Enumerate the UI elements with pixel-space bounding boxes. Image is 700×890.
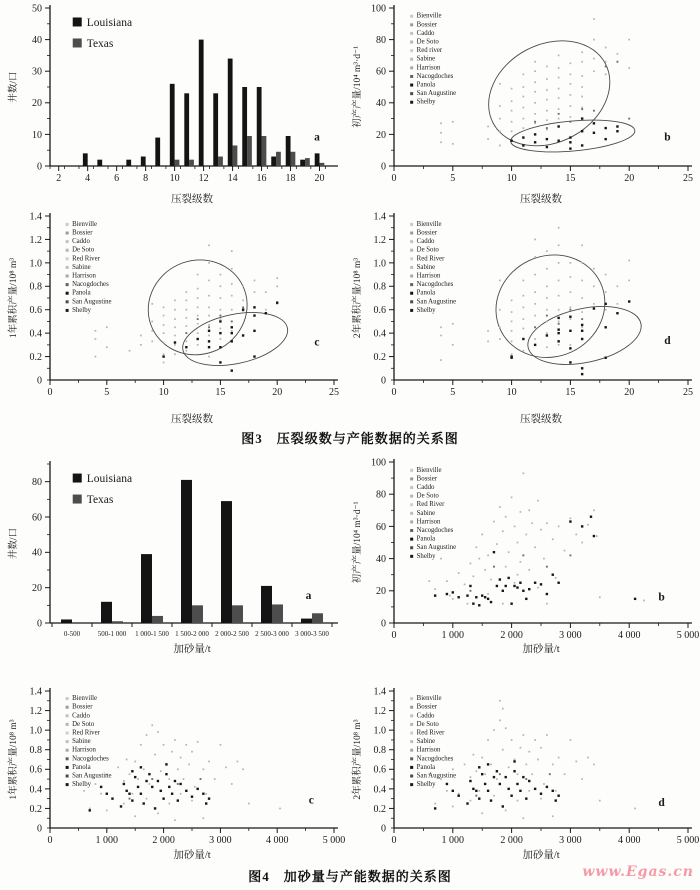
svg-text:San Augustine: San Augustine (72, 298, 112, 306)
svg-text:0.8: 0.8 (373, 745, 386, 757)
svg-text:1年累积产量/10⁸ m³: 1年累积产量/10⁸ m³ (9, 257, 19, 339)
svg-text:Shelby: Shelby (72, 781, 92, 789)
svg-text:Red River: Red River (72, 255, 100, 263)
svg-text:1.4: 1.4 (29, 211, 42, 223)
fig3-panel-d (348, 208, 700, 426)
svg-text:2 000-2 500: 2 000-2 500 (215, 630, 249, 638)
svg-text:80: 80 (376, 489, 386, 501)
svg-text:100: 100 (371, 3, 386, 15)
svg-text:b: b (658, 591, 665, 604)
svg-text:5 000: 5 000 (676, 835, 700, 846)
svg-text:Caddo: Caddo (416, 484, 435, 492)
svg-text:4: 4 (85, 173, 91, 184)
svg-text:De Soto: De Soto (72, 246, 95, 254)
svg-text:Bienville: Bienville (416, 220, 442, 228)
svg-text:10: 10 (506, 387, 517, 398)
svg-text:1.4: 1.4 (373, 686, 386, 698)
svg-text:25: 25 (683, 387, 693, 398)
svg-text:Sabine: Sabine (416, 738, 436, 746)
svg-text:4 000: 4 000 (265, 835, 289, 846)
svg-text:Red River: Red River (416, 255, 445, 263)
fig3-panel-d-chart (348, 208, 700, 426)
figure3-caption (0, 428, 700, 447)
figure4-caption-number: 图4 (248, 869, 270, 884)
svg-text:80: 80 (32, 477, 42, 489)
svg-text:Bossier: Bossier (416, 703, 438, 711)
svg-text:2 000: 2 000 (500, 630, 523, 641)
svg-text:De Soto: De Soto (416, 38, 439, 46)
svg-text:12: 12 (198, 173, 209, 184)
svg-text:10: 10 (32, 129, 42, 141)
svg-text:1.2: 1.2 (29, 234, 42, 246)
svg-text:20: 20 (272, 387, 283, 398)
svg-text:压裂级数: 压裂级数 (520, 414, 562, 425)
svg-text:0: 0 (37, 823, 42, 835)
svg-text:Harrison: Harrison (72, 746, 96, 754)
svg-text:Caddo: Caddo (72, 238, 90, 246)
svg-text:0: 0 (391, 630, 397, 641)
svg-text:Texas: Texas (86, 494, 114, 507)
svg-text:30: 30 (32, 66, 42, 78)
svg-text:Panola: Panola (416, 763, 436, 771)
svg-text:Caddo: Caddo (416, 29, 435, 37)
svg-text:14: 14 (227, 173, 238, 184)
svg-text:0: 0 (391, 173, 397, 184)
svg-text:1.2: 1.2 (29, 705, 42, 717)
svg-text:a: a (305, 590, 312, 603)
svg-text:Sabine: Sabine (72, 263, 91, 271)
svg-text:Bossier: Bossier (416, 475, 438, 483)
svg-text:1.2: 1.2 (373, 705, 386, 717)
svg-text:b: b (664, 131, 671, 144)
fig4-panel-d (348, 656, 700, 862)
svg-text:0.4: 0.4 (29, 328, 42, 340)
svg-text:Nacogdoches: Nacogdoches (72, 755, 109, 763)
svg-text:Nacogdoches: Nacogdoches (416, 72, 454, 80)
fig4-panel-c-chart (0, 656, 346, 862)
fig3-panel-b (348, 0, 700, 206)
svg-text:3 000-3 500: 3 000-3 500 (295, 630, 329, 638)
svg-text:San Augustine: San Augustine (416, 772, 457, 780)
svg-text:Shelby: Shelby (72, 306, 92, 314)
svg-text:2年累积产量/10⁸ m³: 2年累积产量/10⁸ m³ (353, 257, 363, 339)
svg-text:40: 40 (32, 547, 42, 559)
svg-text:加砂量/t: 加砂量/t (173, 644, 211, 655)
svg-text:Nacogdoches: Nacogdoches (416, 755, 454, 763)
svg-text:1 000: 1 000 (95, 835, 119, 846)
svg-text:8: 8 (143, 173, 149, 184)
svg-text:压裂级数: 压裂级数 (171, 414, 213, 425)
svg-text:4 000: 4 000 (617, 630, 641, 641)
svg-text:40: 40 (376, 554, 386, 565)
svg-text:15: 15 (215, 387, 226, 398)
svg-text:20: 20 (32, 98, 42, 110)
svg-text:c: c (314, 336, 320, 349)
svg-text:Red River: Red River (416, 501, 445, 509)
svg-text:De Soto: De Soto (72, 720, 95, 728)
svg-text:20: 20 (624, 173, 635, 184)
svg-text:Harrison: Harrison (72, 272, 96, 280)
svg-text:0.2: 0.2 (373, 351, 386, 363)
svg-text:Red river: Red river (416, 47, 443, 55)
svg-text:1.0: 1.0 (29, 258, 42, 270)
svg-text:0: 0 (37, 618, 42, 630)
svg-text:Bienville: Bienville (72, 220, 98, 228)
svg-text:18: 18 (285, 173, 296, 184)
svg-text:Caddo: Caddo (416, 712, 435, 720)
svg-text:20: 20 (376, 129, 386, 141)
svg-text:Harrison: Harrison (416, 746, 441, 754)
svg-text:Panola: Panola (416, 535, 436, 543)
svg-text:2 000: 2 000 (152, 835, 175, 846)
svg-text:Sabine: Sabine (416, 263, 436, 271)
svg-text:10: 10 (506, 173, 517, 184)
svg-text:100: 100 (371, 457, 386, 469)
svg-text:6: 6 (114, 173, 120, 184)
svg-text:Louisiana: Louisiana (86, 473, 133, 486)
svg-text:1.2: 1.2 (373, 234, 386, 246)
svg-text:Panola: Panola (416, 289, 436, 297)
fig4-panel-a-chart (0, 452, 346, 656)
svg-text:0: 0 (37, 161, 42, 173)
fig4-panel-d-chart (348, 656, 700, 862)
svg-text:2 000: 2 000 (500, 835, 523, 846)
svg-text:0.4: 0.4 (373, 784, 386, 796)
svg-text:初产产量/10⁴ m³·d⁻¹: 初产产量/10⁴ m³·d⁻¹ (353, 501, 363, 584)
svg-text:c: c (308, 794, 314, 807)
svg-text:0.6: 0.6 (29, 764, 42, 776)
svg-text:25: 25 (329, 387, 339, 398)
svg-text:1.4: 1.4 (373, 211, 386, 223)
svg-text:0.6: 0.6 (373, 764, 386, 776)
svg-text:De Soto: De Soto (416, 492, 439, 500)
svg-text:Red River: Red River (72, 729, 100, 737)
svg-text:Panola: Panola (416, 81, 436, 89)
fig3-panel-c-chart (0, 208, 346, 426)
figure4-caption-text: 加砂量与产能数据的关系图 (283, 869, 452, 884)
svg-text:5: 5 (450, 173, 456, 184)
svg-text:80: 80 (376, 35, 386, 46)
svg-text:60: 60 (32, 512, 42, 524)
svg-text:1.0: 1.0 (373, 258, 386, 270)
svg-text:0: 0 (381, 161, 386, 173)
svg-text:2: 2 (56, 173, 62, 184)
svg-text:初产产量/10⁴ m³·d⁻¹: 初产产量/10⁴ m³·d⁻¹ (353, 46, 363, 128)
svg-text:0.6: 0.6 (373, 305, 386, 317)
svg-text:Caddo: Caddo (416, 238, 435, 246)
svg-text:0: 0 (47, 835, 53, 846)
svg-text:50: 50 (32, 3, 42, 15)
svg-text:Nacogdoches: Nacogdoches (72, 281, 109, 289)
svg-text:0: 0 (391, 835, 397, 846)
svg-text:0.4: 0.4 (29, 784, 42, 796)
svg-text:Harrison: Harrison (416, 64, 441, 72)
svg-text:1 000: 1 000 (441, 835, 465, 846)
svg-text:Shelby: Shelby (416, 98, 436, 106)
svg-text:10: 10 (169, 173, 180, 184)
svg-text:Harrison: Harrison (416, 272, 441, 280)
svg-text:Shelby: Shelby (416, 781, 436, 789)
svg-text:15: 15 (565, 387, 576, 398)
svg-text:1 000-1 500: 1 000-1 500 (135, 630, 169, 638)
svg-text:0.4: 0.4 (373, 328, 386, 340)
svg-text:5 000: 5 000 (676, 630, 700, 641)
svg-text:Bienville: Bienville (416, 12, 442, 20)
svg-text:Bienville: Bienville (416, 466, 442, 474)
svg-text:0.8: 0.8 (373, 281, 386, 293)
svg-text:3 000: 3 000 (559, 835, 582, 846)
svg-text:压裂级数: 压裂级数 (171, 194, 213, 205)
svg-text:San Augustine: San Augustine (416, 90, 457, 98)
svg-text:San Augustine: San Augustine (416, 298, 457, 306)
svg-text:3 000: 3 000 (209, 835, 232, 846)
svg-text:Louisiana: Louisiana (86, 16, 133, 29)
svg-text:20: 20 (376, 586, 386, 598)
svg-text:0: 0 (381, 823, 386, 835)
svg-text:1.4: 1.4 (29, 686, 42, 698)
svg-text:20: 20 (32, 583, 42, 595)
fig3-panel-c (0, 208, 346, 426)
svg-text:0: 0 (37, 375, 42, 387)
svg-text:10: 10 (158, 387, 169, 398)
figure3-caption-number: 图3 (241, 431, 263, 446)
svg-text:4 000: 4 000 (617, 835, 641, 846)
svg-text:0: 0 (47, 387, 53, 398)
svg-text:16: 16 (256, 173, 267, 184)
svg-text:25: 25 (683, 173, 693, 184)
svg-text:1.0: 1.0 (373, 725, 386, 737)
svg-text:De Soto: De Soto (416, 720, 439, 728)
svg-text:1年累积产量/10⁸ m³: 1年累积产量/10⁸ m³ (9, 719, 19, 800)
svg-text:Bossier: Bossier (416, 21, 438, 29)
svg-text:5 000: 5 000 (322, 835, 346, 846)
svg-text:Sabine: Sabine (416, 509, 436, 517)
svg-text:3 000: 3 000 (559, 630, 582, 641)
svg-text:Sabine: Sabine (72, 738, 91, 746)
svg-text:Bienville: Bienville (416, 695, 442, 703)
svg-text:60: 60 (376, 521, 386, 533)
svg-text:0.8: 0.8 (29, 281, 42, 293)
svg-text:0: 0 (381, 618, 386, 630)
figure3-caption-text: 压裂级数与产能数据的关系图 (276, 431, 459, 446)
fig3-panel-a (0, 0, 346, 206)
svg-text:1 000: 1 000 (441, 630, 465, 641)
svg-text:Shelby: Shelby (416, 552, 436, 560)
svg-text:井数/口: 井数/口 (9, 527, 19, 560)
fig4-panel-a (0, 452, 346, 656)
svg-text:60: 60 (376, 66, 386, 78)
fig4-panel-b (348, 452, 700, 656)
svg-text:De Soto: De Soto (416, 246, 439, 254)
svg-text:Shelby: Shelby (416, 306, 436, 314)
svg-text:0: 0 (391, 387, 397, 398)
svg-text:加砂量/t: 加砂量/t (522, 850, 560, 861)
svg-text:Panola: Panola (72, 763, 91, 771)
svg-text:15: 15 (565, 173, 576, 184)
svg-text:0.8: 0.8 (29, 745, 42, 757)
svg-text:Nacogdoches: Nacogdoches (416, 281, 454, 289)
svg-text:Sabine: Sabine (416, 55, 436, 63)
svg-text:d: d (664, 334, 671, 347)
svg-text:Panola: Panola (72, 289, 91, 297)
svg-text:5: 5 (450, 387, 456, 398)
svg-text:2 500-3 000: 2 500-3 000 (255, 630, 289, 638)
svg-text:d: d (658, 797, 665, 810)
svg-text:压裂级数: 压裂级数 (520, 194, 562, 205)
svg-text:加砂量/t: 加砂量/t (522, 644, 560, 655)
svg-text:0.2: 0.2 (29, 351, 42, 363)
svg-text:Bossier: Bossier (72, 229, 93, 237)
fig3-panel-a-chart (0, 0, 346, 206)
fig4-panel-b-chart (348, 452, 700, 656)
svg-text:1 500-2 000: 1 500-2 000 (175, 630, 209, 638)
svg-text:San Augustine: San Augustine (72, 772, 112, 780)
svg-text:1.0: 1.0 (29, 725, 42, 737)
svg-text:Red River: Red River (416, 729, 445, 737)
svg-text:Bossier: Bossier (72, 703, 93, 711)
svg-text:0.2: 0.2 (29, 803, 42, 815)
svg-text:a: a (314, 131, 320, 144)
svg-text:2年累积产量/10⁸ m³: 2年累积产量/10⁸ m³ (353, 719, 363, 800)
svg-text:井数/口: 井数/口 (9, 71, 19, 103)
svg-text:40: 40 (32, 35, 42, 46)
svg-text:40: 40 (376, 98, 386, 110)
svg-text:加砂量/t: 加砂量/t (173, 850, 211, 861)
svg-text:Nacogdoches: Nacogdoches (416, 527, 454, 535)
svg-text:Texas: Texas (86, 37, 114, 50)
svg-text:0: 0 (381, 375, 386, 387)
svg-text:Bossier: Bossier (416, 229, 438, 237)
svg-text:0.2: 0.2 (373, 803, 386, 815)
fig4-panel-c (0, 656, 346, 862)
svg-text:0-500: 0-500 (63, 630, 81, 638)
svg-text:Caddo: Caddo (72, 712, 90, 720)
svg-text:500-1 000: 500-1 000 (97, 630, 127, 638)
svg-text:20: 20 (624, 387, 635, 398)
svg-text:0.6: 0.6 (29, 305, 42, 317)
egas-watermark: www.Egas.cn (582, 864, 694, 880)
svg-text:20: 20 (314, 173, 325, 184)
svg-text:San Augustine: San Augustine (416, 544, 457, 552)
svg-text:5: 5 (104, 387, 110, 398)
svg-text:Bienville: Bienville (72, 695, 98, 703)
fig3-panel-b-chart (348, 0, 700, 206)
svg-text:Harrison: Harrison (416, 518, 441, 526)
